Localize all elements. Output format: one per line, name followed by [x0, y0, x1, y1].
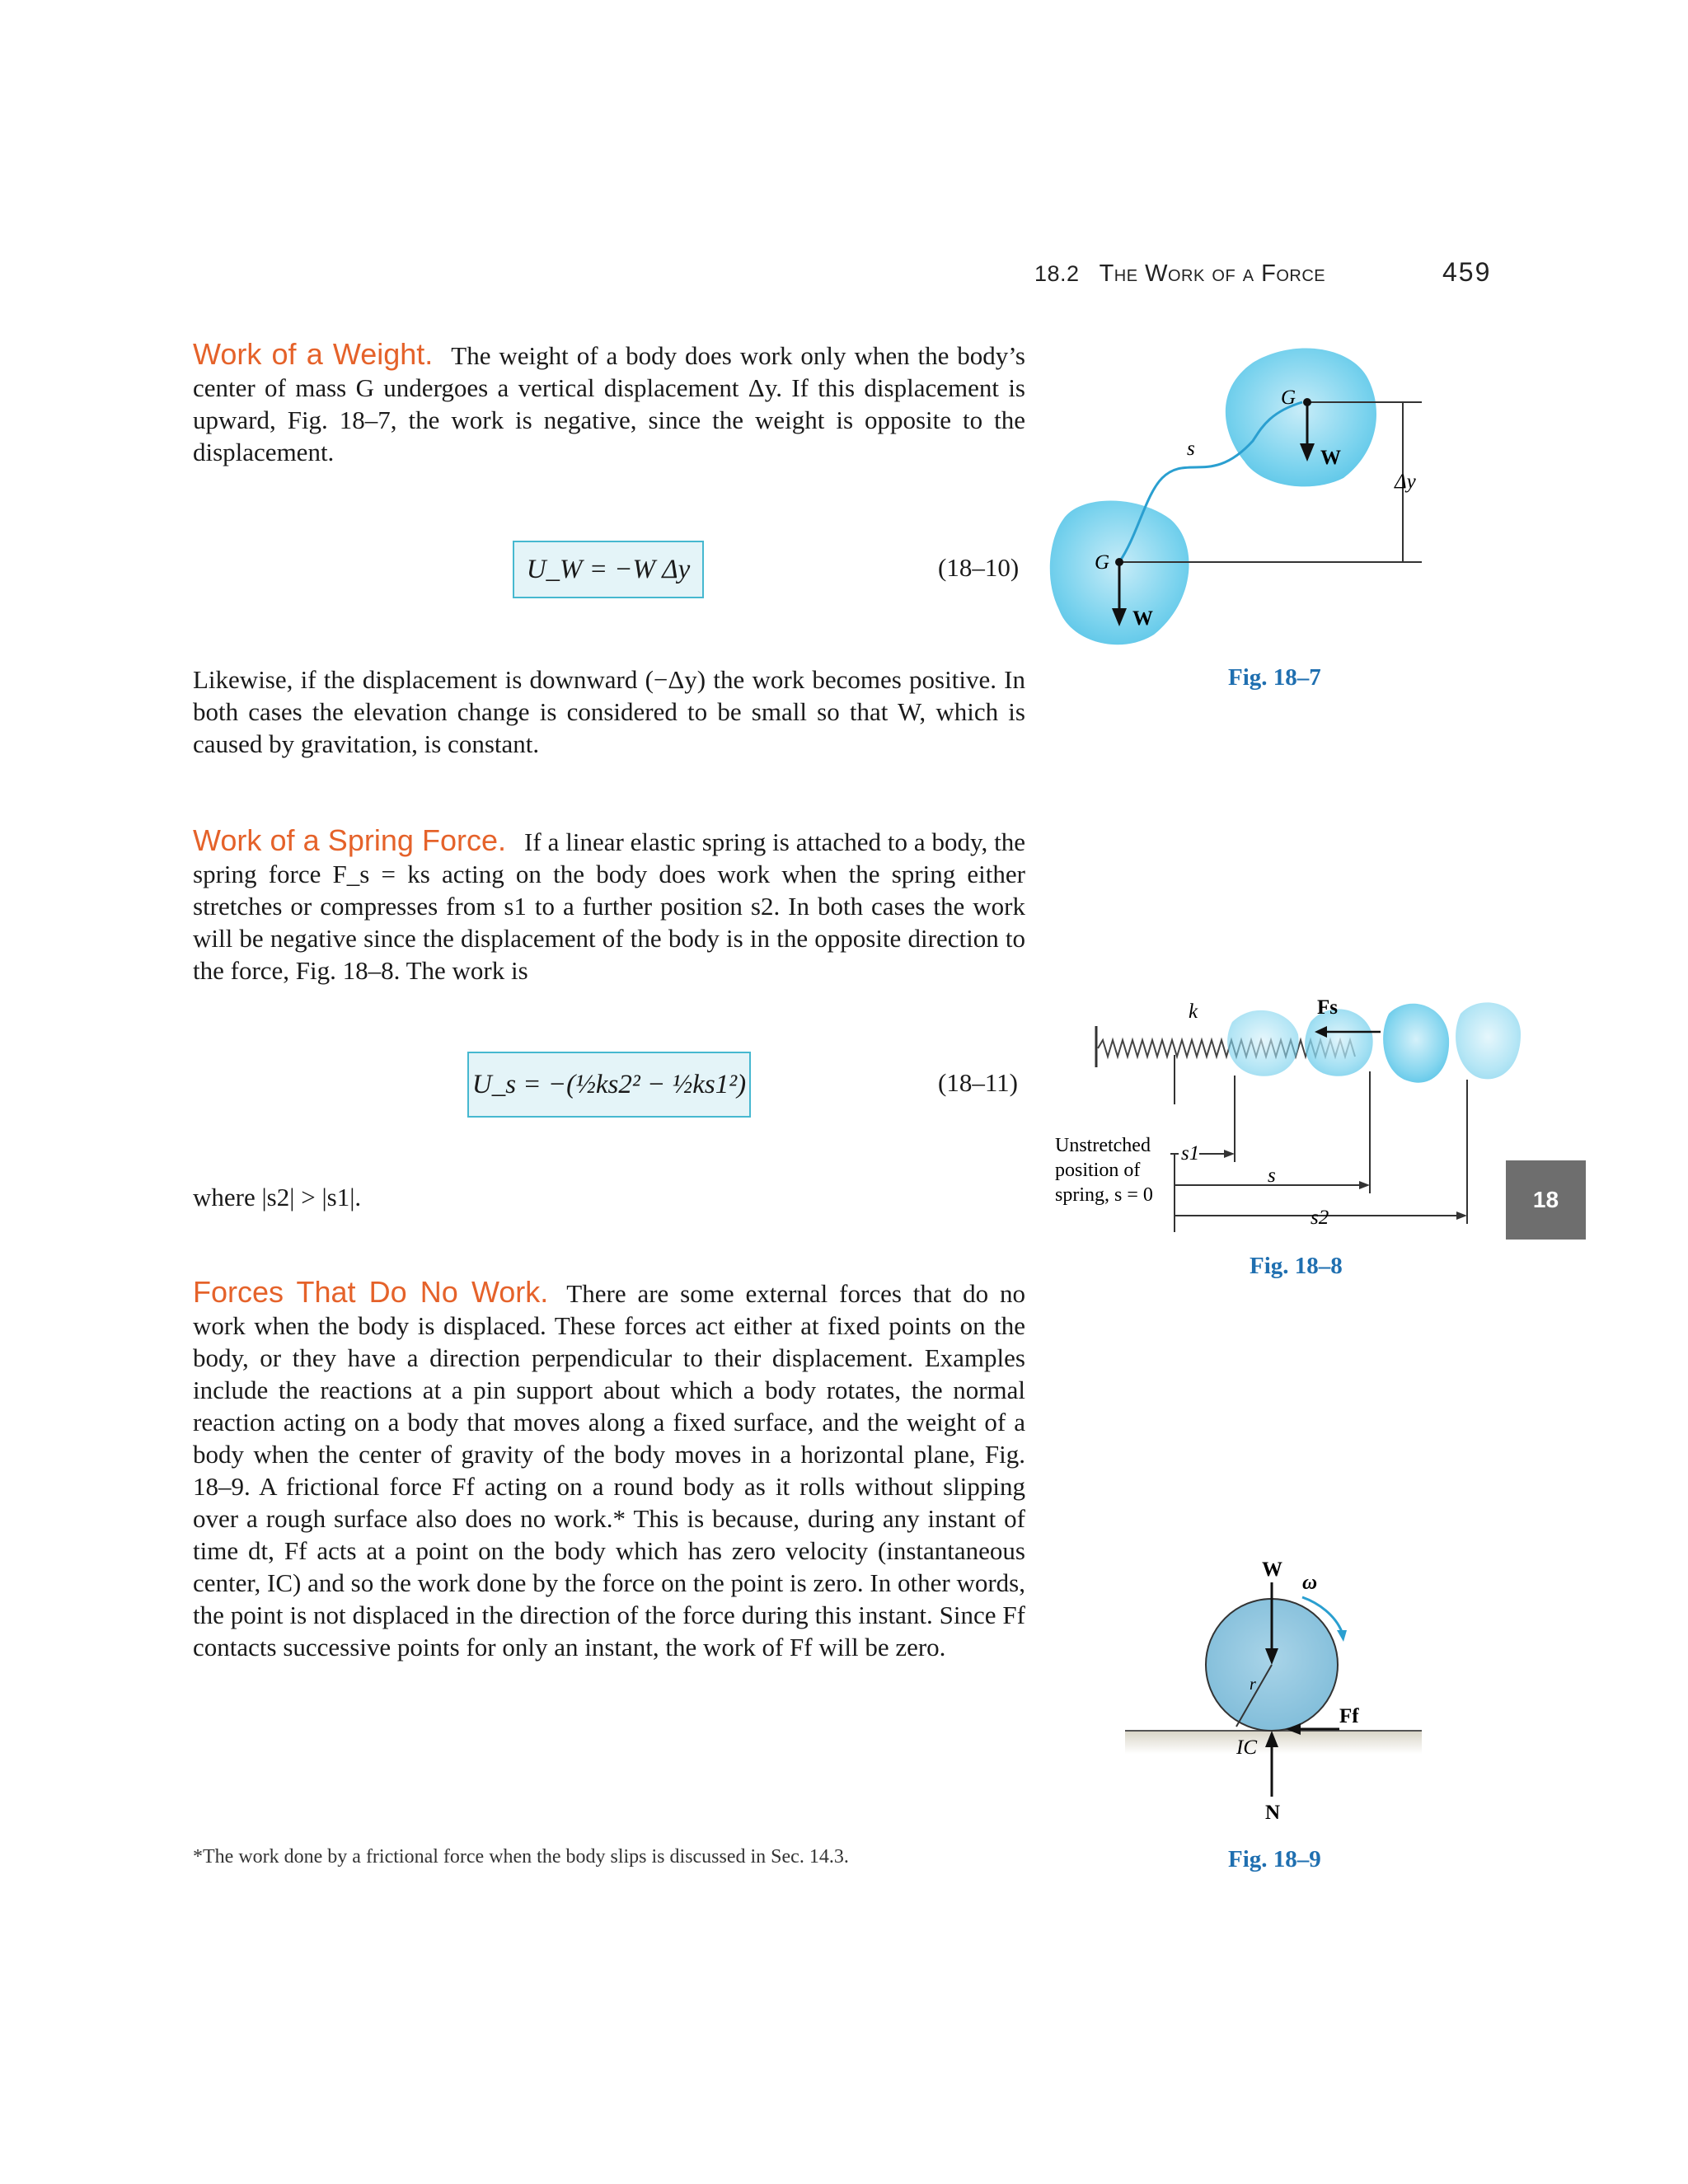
weight-heading: Work of a Weight. — [193, 337, 434, 371]
label-W-top: W — [1320, 447, 1341, 469]
figure-18-7 — [1047, 330, 1451, 659]
section-title: The Work of a Force — [1099, 260, 1326, 287]
label-s: s — [1187, 438, 1195, 460]
label-G-bottom: G — [1095, 551, 1110, 574]
equation-text: U_W = −W Δy — [526, 554, 691, 584]
section-number: 18.2 — [1034, 261, 1080, 286]
body-upper — [1226, 349, 1376, 487]
label-k: k — [1189, 1001, 1198, 1023]
equation-number: (18–11) — [938, 1068, 1018, 1097]
nowork-text: There are some external forces that do no work when the body is displaced. These forces act either at fixed points on the body, or they have a direction perpendicular to their displacement. Examples include the reactions at a pin support about which a body rotates, the normal reaction acting on a body that moves along a fixed surface, and the weight of a body when the center of gravity of the body moves in a horizontal plane, Fig. 18–9. A frictional force Ff acting on a round body as it rolls without slipping over a rough surface also does no work.* This is because, during any instant of time dt, Ff acts at a point on the body which has zero velocity (instantaneous center, IC) and so the work done by the force on the point is zero. In other words, the point is not displaced in the direction of the force during this instant. Since Ff contacts successive points for only an instant, the work of Ff will be zero. — [193, 1279, 1025, 1661]
weight-paragraph — [193, 338, 1025, 468]
figure-18-9 — [1121, 1549, 1434, 1830]
label-unstretched-2: position of — [1055, 1160, 1141, 1181]
body-2 — [1305, 1009, 1373, 1076]
weight-followup: Likewise, if the displacement is downward (−Δy) the work becomes positive. In both cases the elevation change is considered to be small so that W, which is caused by gravitation, is constant. — [193, 665, 1025, 758]
figure-18-7-caption: Fig. 18–7 — [1228, 664, 1321, 691]
label-s1: s1 — [1181, 1142, 1200, 1165]
label-unstretched-3: spring, s = 0 — [1055, 1184, 1153, 1206]
label-IC: IC — [1236, 1736, 1257, 1759]
label-N: N — [1265, 1802, 1281, 1824]
spring-paragraph — [193, 824, 1025, 987]
body-1 — [1227, 1010, 1299, 1076]
figure-18-8 — [1055, 989, 1529, 1236]
spring-intro: If a linear elastic spring is attached to a body, the spring force F_s = ks acting on the body does work when the spring either stretches or compresses from s1 to a further position s2. In both cases the work will be negative since the displacement of the body is in the opposite direction to the force, Fig. 18–8. The work is — [193, 827, 1025, 985]
page-number: 459 — [1442, 257, 1492, 287]
label-Ff: Ff — [1339, 1705, 1359, 1727]
figure-18-8-caption: Fig. 18–8 — [1250, 1253, 1343, 1279]
equation-number: (18–10) — [938, 553, 1020, 582]
label-W-bottom: W — [1132, 607, 1153, 630]
running-head — [1034, 260, 1325, 288]
label-s2: s2 — [1311, 1207, 1329, 1229]
figure-18-9-caption: Fig. 18–9 — [1228, 1846, 1321, 1872]
equation-18-10 — [513, 541, 704, 598]
nowork-paragraph — [193, 1276, 1025, 1663]
body-3 — [1383, 1004, 1449, 1083]
chapter-tab: 18 — [1506, 1160, 1586, 1240]
label-G-top: G — [1281, 387, 1296, 409]
label-unstretched-1: Unstretched — [1055, 1135, 1151, 1156]
footnote: *The work done by a frictional force when the body slips is discussed in Sec. 14.3. — [193, 1846, 849, 1868]
spring-where: where |s2| > |s1|. — [193, 1183, 362, 1212]
weight-intro: The weight of a body does work only when the body’s center of mass G undergoes a vertical displacement Δy. If this displacement is upward, Fig. 18–7, the work is negative, since the weight is opposite to the displacement. — [193, 341, 1025, 466]
body-4 — [1456, 1002, 1521, 1079]
label-omega: ω — [1302, 1572, 1318, 1594]
spring-heading: Work of a Spring Force. — [193, 823, 507, 857]
nowork-heading: Forces That Do No Work. — [193, 1275, 549, 1309]
label-r: r — [1250, 1675, 1256, 1694]
label-dy: Δy — [1395, 471, 1416, 493]
label-s: s — [1268, 1165, 1276, 1187]
equation-18-11 — [467, 1052, 751, 1118]
label-W: W — [1262, 1558, 1282, 1581]
label-Fs: Fs — [1317, 996, 1338, 1019]
equation-text: U_s = −(½ks2² − ½ks1²) — [471, 1069, 747, 1099]
